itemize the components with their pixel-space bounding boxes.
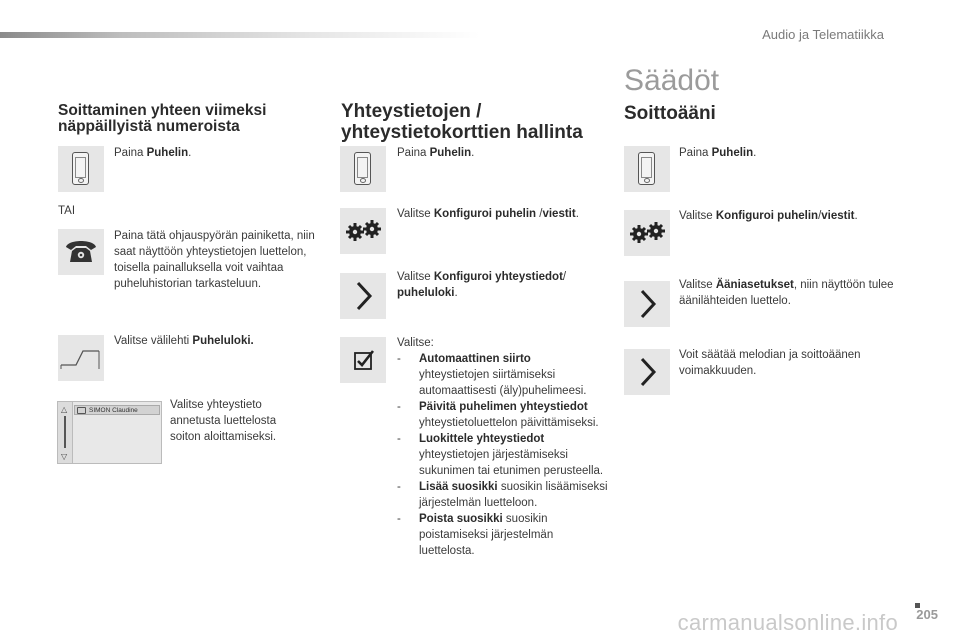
steering-phone-button-icon <box>58 229 104 275</box>
option-item: - Poista suosikki suosikin poistamiseksi järjestelmän luettelosta. <box>397 513 554 557</box>
header-title: Audio ja Telematiikka <box>762 27 884 42</box>
col2-step3: Valitse Konfiguroi yhteystiedot/ puheluloki. <box>397 271 567 299</box>
col2-step2: Valitse Konfiguroi puhelin /viestit. <box>397 208 579 220</box>
page-number: 205 <box>916 607 938 622</box>
col2-options <box>397 335 612 559</box>
scroll-up-icon: △ <box>61 405 68 414</box>
call-log-tab-button[interactable] <box>58 335 104 381</box>
phone-button[interactable] <box>58 146 104 192</box>
phone-button-2[interactable] <box>340 146 386 192</box>
phone-icon <box>72 152 89 185</box>
next-button-3[interactable] <box>624 349 670 395</box>
header-gradient-bar <box>0 32 480 38</box>
col1-heading: Soittaminen yhteen viimeksi näppäillyistä numeroista <box>58 102 267 135</box>
chevron-right-icon <box>624 349 670 395</box>
col1-step1: Paina Puhelin. <box>114 147 192 159</box>
contact-icon <box>77 407 86 414</box>
col1-step2: Paina tätä ohjauspyörän painiketta, niin saat näyttöön yhteystietojen luettelon, toisella painalluksella voit vaihtaa puheluhistorian tarkasteluun. <box>114 230 315 290</box>
settings-button[interactable] <box>340 208 386 254</box>
thumbnail-scrollbar <box>58 402 73 463</box>
next-button[interactable] <box>340 273 386 319</box>
phone-button-3[interactable] <box>624 146 670 192</box>
contact-name: SIMON Claudine <box>89 406 138 414</box>
phone-icon <box>354 152 371 185</box>
col3-step3: Valitse Ääniasetukset, niin näyttöön tulee äänilähteiden luettelo. <box>679 279 894 307</box>
steering-phone-button[interactable] <box>58 229 104 275</box>
section-title: Säädöt <box>624 64 720 97</box>
scroll-track <box>64 416 66 448</box>
option-item: - Päivitä puhelimen yhteystiedot yhteystietoluettelon päivittämiseksi. <box>397 401 599 429</box>
contact-list-thumbnail[interactable] <box>57 401 162 464</box>
or-label: TAI <box>58 205 76 217</box>
settings-button-2[interactable] <box>624 210 670 256</box>
select-checkbox-button[interactable] <box>340 337 386 383</box>
scroll-down-icon: ▽ <box>61 452 68 461</box>
gears-icon <box>624 210 670 256</box>
call-log-tab-icon <box>58 335 104 381</box>
chevron-right-icon <box>340 273 386 319</box>
phone-icon <box>638 152 655 185</box>
col3-heading: Soittoääni <box>624 103 716 124</box>
col2-step1: Paina Puhelin. <box>397 147 475 159</box>
col1-step3: Valitse välilehti Puheluloki. <box>114 335 254 347</box>
next-button-2[interactable] <box>624 281 670 327</box>
col3-step2: Valitse Konfiguroi puhelin/viestit. <box>679 210 858 222</box>
col2-heading: Yhteystietojen / yhteystietokorttien hallinta <box>341 101 583 143</box>
col3-step1: Paina Puhelin. <box>679 147 757 159</box>
chevron-right-icon <box>624 281 670 327</box>
option-item: - Luokittele yhteystiedot yhteystietojen järjestämiseksi sukunimen tai etunimen perusteella. <box>397 433 604 477</box>
gears-icon <box>340 208 386 254</box>
col1-step4: Valitse yhteystieto annetusta luettelosta soiton aloittamiseksi. <box>170 399 277 443</box>
watermark: carmanualsonline.info <box>677 610 898 635</box>
option-item: - Lisää suosikki suosikin lisäämiseksi järjestelmän luetteloon. <box>397 481 608 509</box>
contact-row[interactable] <box>74 405 160 415</box>
option-item: - Automaattinen siirto yhteystietojen siirtämiseksi automaattisesti (äly)puhelimeesi. <box>397 353 587 397</box>
checkbox-icon <box>340 337 386 383</box>
col3-step4: Voit säätää melodian ja soittoäänen voimakkuuden. <box>679 349 861 377</box>
col2-step4-intro: Valitse: <box>397 337 434 349</box>
